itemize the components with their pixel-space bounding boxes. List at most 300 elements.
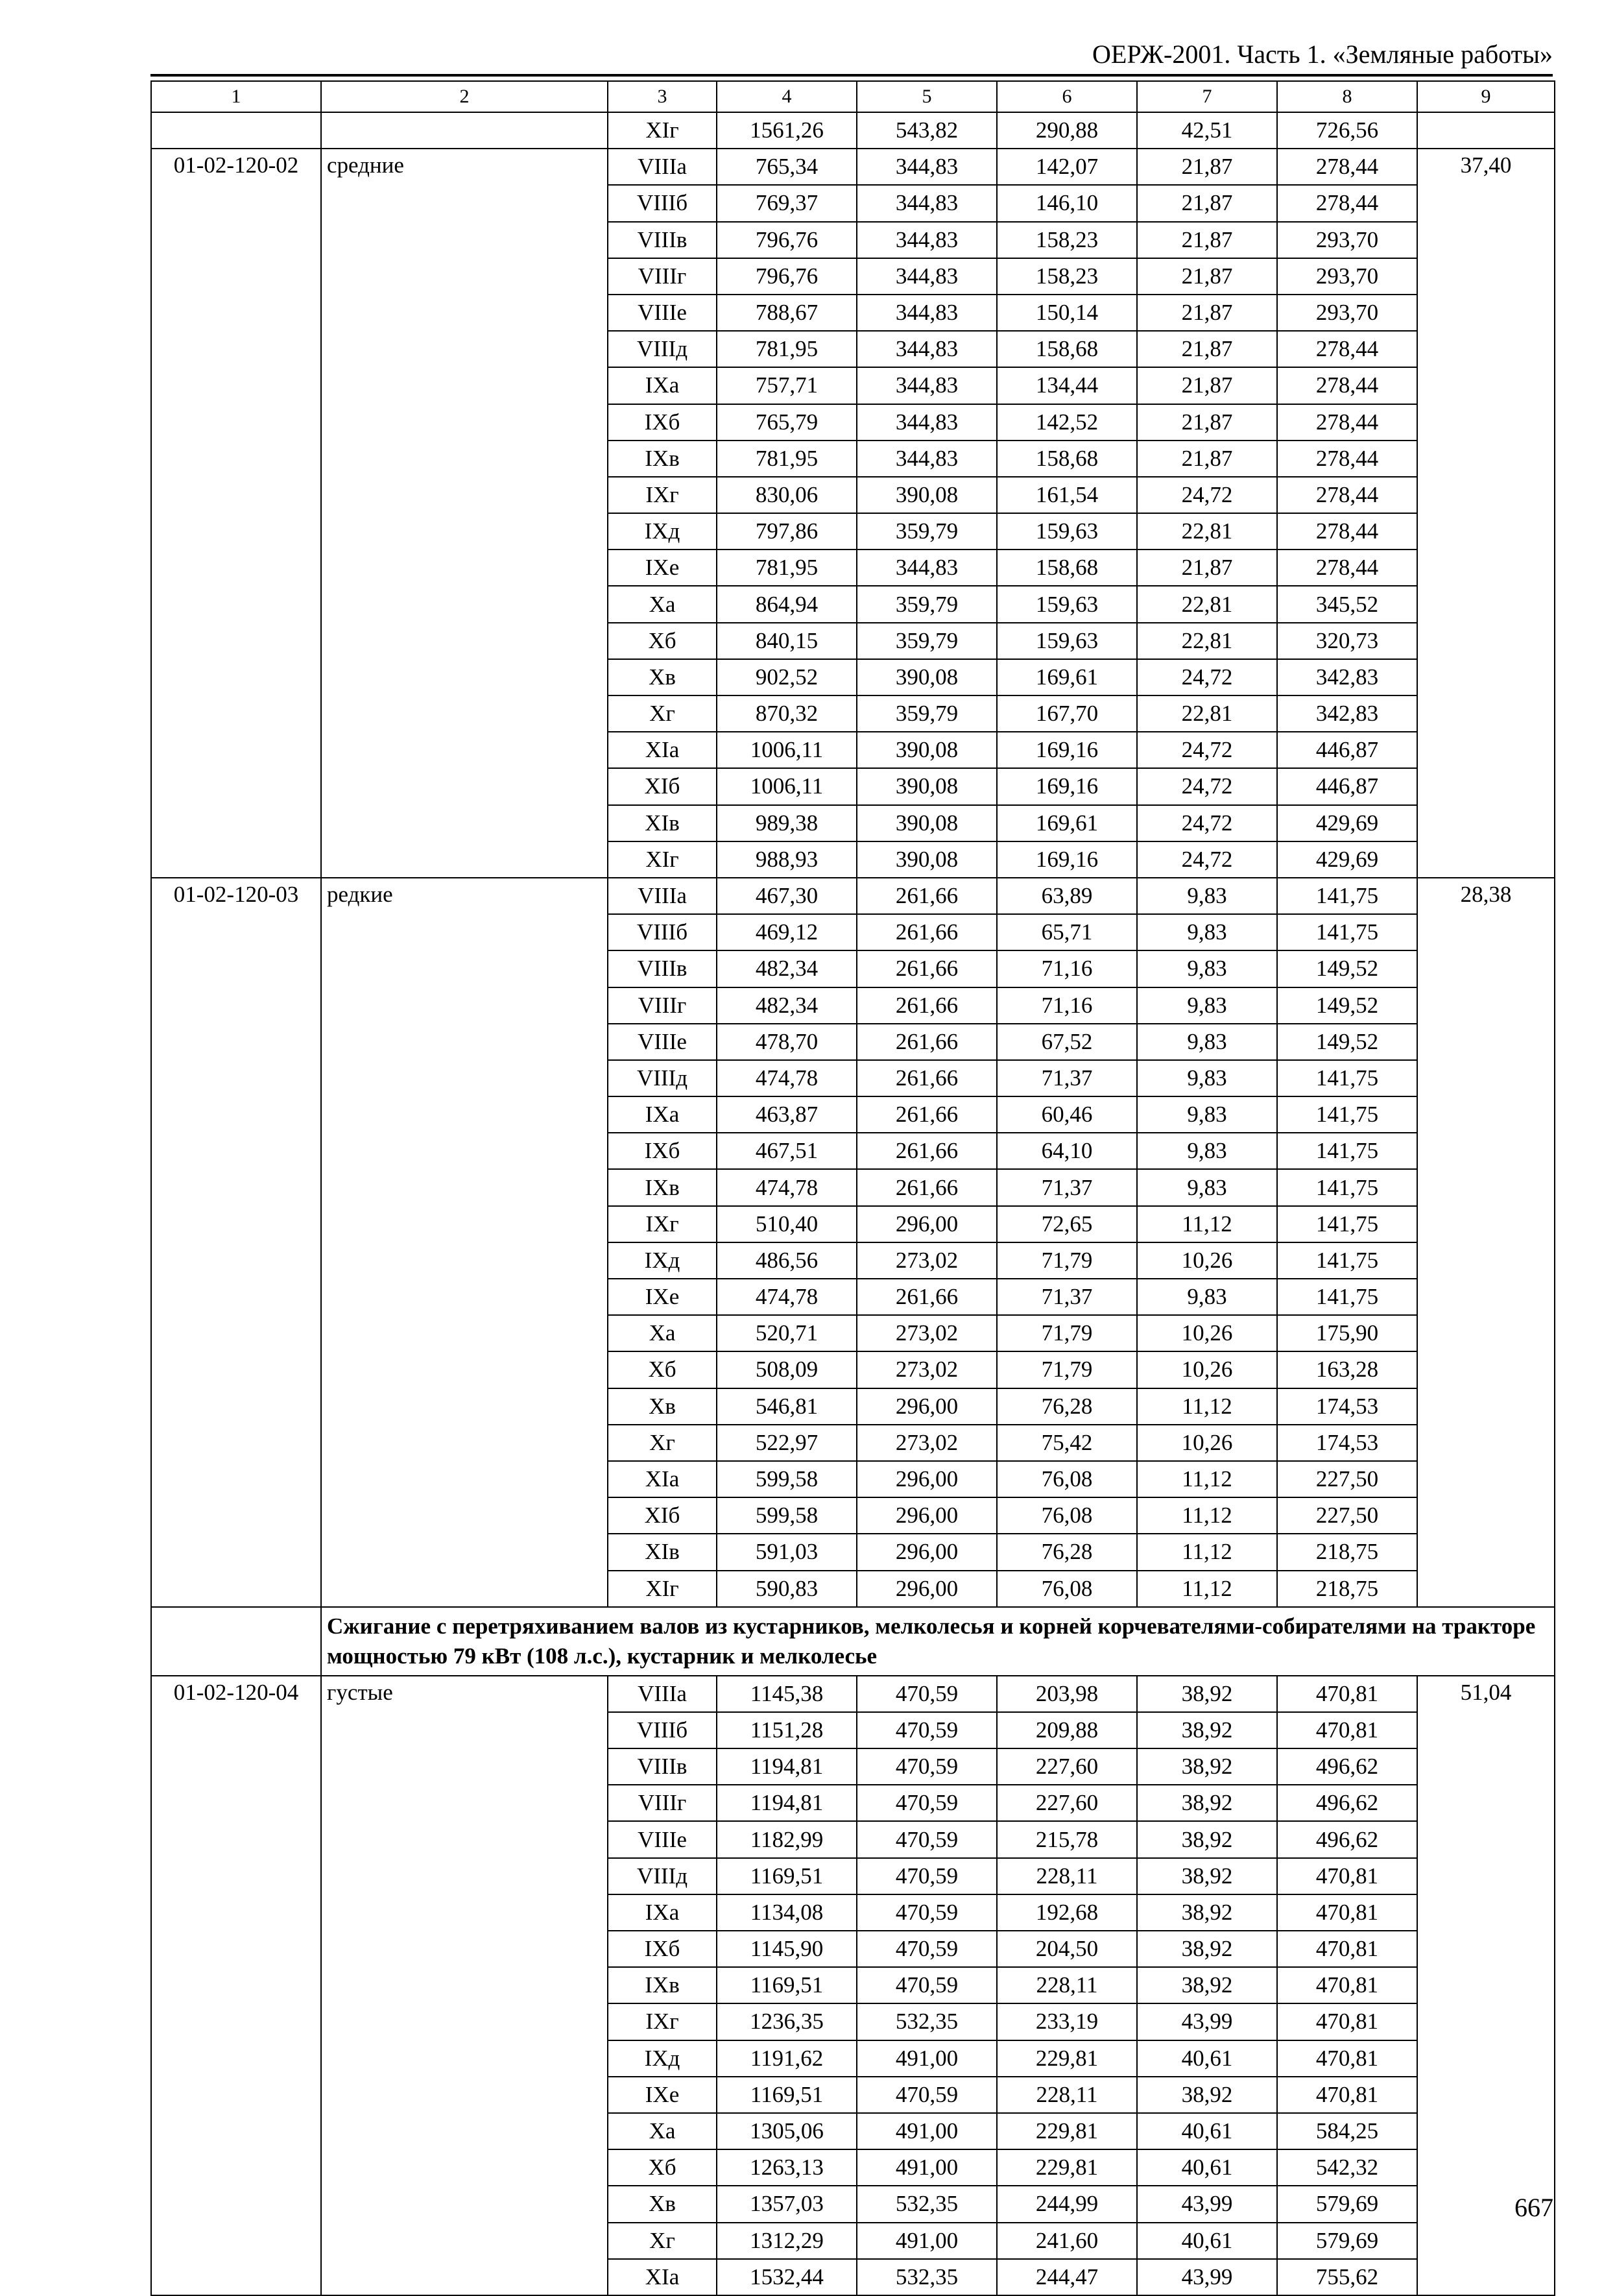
header-title: ОЕРЖ-2001. Часть 1. «Земляные работы» <box>1092 40 1553 69</box>
machinist-wages: 38,92 <box>1137 1676 1277 1712</box>
machinist-wages: 21,87 <box>1137 404 1277 441</box>
machinist-wages: 11,12 <box>1137 1497 1277 1534</box>
wages: 470,59 <box>857 1712 997 1748</box>
wages: 344,83 <box>857 550 997 586</box>
soil-group: XIв <box>608 1534 717 1570</box>
total-cost: 796,76 <box>717 222 857 258</box>
total-cost: 765,34 <box>717 149 857 185</box>
machinist-wages: 21,87 <box>1137 550 1277 586</box>
machine-cost: 65,71 <box>997 914 1137 950</box>
materials-cost: 149,52 <box>1277 950 1417 987</box>
machine-cost: 169,61 <box>997 659 1137 695</box>
wages: 532,35 <box>857 2003 997 2040</box>
soil-group: Xб <box>608 623 717 659</box>
machine-cost: 76,08 <box>997 1497 1137 1534</box>
soil-group: IXб <box>608 1931 717 1967</box>
materials-cost: 141,75 <box>1277 1242 1417 1279</box>
column-number: 1 <box>151 81 321 112</box>
materials-cost: 446,87 <box>1277 732 1417 768</box>
machinist-wages: 9,83 <box>1137 1169 1277 1205</box>
machine-cost: 233,19 <box>997 2003 1137 2040</box>
machine-cost: 72,65 <box>997 1206 1137 1242</box>
wages: 273,02 <box>857 1425 997 1461</box>
machine-cost: 71,16 <box>997 950 1137 987</box>
section-title: Сжигание с перетряхиванием валов из кустарников, мелколесья и корней корчевателями-собирателями на тракторе мощностью 79 кВт (108 л.с.), кустарник и мелколесье <box>321 1607 1555 1676</box>
machinist-wages: 9,83 <box>1137 1024 1277 1060</box>
total-cost: 1169,51 <box>717 1858 857 1894</box>
total-cost: 546,81 <box>717 1388 857 1425</box>
wages: 470,59 <box>857 1967 997 2003</box>
soil-group: Xг <box>608 695 717 732</box>
machine-cost: 159,63 <box>997 586 1137 622</box>
machine-cost: 71,79 <box>997 1315 1137 1351</box>
soil-group: VIIIб <box>608 914 717 950</box>
soil-group: VIIIв <box>608 950 717 987</box>
density-name: густые <box>321 1676 608 2295</box>
materials-cost: 293,70 <box>1277 258 1417 295</box>
machine-cost: 134,44 <box>997 367 1137 404</box>
machine-cost: 158,23 <box>997 258 1137 295</box>
machine-cost: 159,63 <box>997 513 1137 550</box>
wages: 359,79 <box>857 586 997 622</box>
soil-group: IXв <box>608 1967 717 2003</box>
materials-cost: 149,52 <box>1277 987 1417 1024</box>
total-cost: 1305,06 <box>717 2113 857 2149</box>
materials-cost: 278,44 <box>1277 367 1417 404</box>
machine-cost: 215,78 <box>997 1821 1137 1857</box>
machine-cost: 71,37 <box>997 1279 1137 1315</box>
total-cost: 486,56 <box>717 1242 857 1279</box>
machine-cost: 76,28 <box>997 1388 1137 1425</box>
wages: 470,59 <box>857 1931 997 1967</box>
total-cost: 902,52 <box>717 659 857 695</box>
total-cost: 599,58 <box>717 1461 857 1497</box>
materials-cost: 141,75 <box>1277 1206 1417 1242</box>
machine-cost: 71,79 <box>997 1351 1137 1388</box>
materials-cost: 446,87 <box>1277 768 1417 804</box>
wages: 344,83 <box>857 149 997 185</box>
materials-cost: 278,44 <box>1277 513 1417 550</box>
wages: 470,59 <box>857 1821 997 1857</box>
soil-group: Xв <box>608 2186 717 2222</box>
materials-cost: 278,44 <box>1277 404 1417 441</box>
machinist-wages: 38,92 <box>1137 1821 1277 1857</box>
materials-cost: 278,44 <box>1277 185 1417 221</box>
total-cost: 508,09 <box>717 1351 857 1388</box>
total-cost: 469,12 <box>717 914 857 950</box>
wages: 344,83 <box>857 441 997 477</box>
machinist-wages: 24,72 <box>1137 768 1277 804</box>
machinist-wages: 10,26 <box>1137 1425 1277 1461</box>
labor-cost: 51,04 <box>1417 1676 1555 2295</box>
wages: 470,59 <box>857 2077 997 2113</box>
materials-cost: 163,28 <box>1277 1351 1417 1388</box>
machine-cost: 158,23 <box>997 222 1137 258</box>
materials-cost: 278,44 <box>1277 550 1417 586</box>
materials-cost: 320,73 <box>1277 623 1417 659</box>
soil-group: Xа <box>608 2113 717 2149</box>
materials-cost: 174,53 <box>1277 1425 1417 1461</box>
machine-cost: 244,47 <box>997 2259 1137 2295</box>
total-cost: 797,86 <box>717 513 857 550</box>
wages: 359,79 <box>857 623 997 659</box>
machinist-wages: 11,12 <box>1137 1461 1277 1497</box>
soil-group: XIб <box>608 1497 717 1534</box>
machine-cost: 229,81 <box>997 2113 1137 2149</box>
wages: 491,00 <box>857 2149 997 2186</box>
total-cost: 1006,11 <box>717 732 857 768</box>
wages: 532,35 <box>857 2186 997 2222</box>
materials-cost: 470,81 <box>1277 1676 1417 1712</box>
soil-group: Xб <box>608 1351 717 1388</box>
materials-cost: 278,44 <box>1277 477 1417 513</box>
materials-cost: 141,75 <box>1277 914 1417 950</box>
soil-group: IXб <box>608 1133 717 1169</box>
total-cost: 520,71 <box>717 1315 857 1351</box>
wages: 261,66 <box>857 1060 997 1096</box>
labor-cost: 28,38 <box>1417 878 1555 1607</box>
header-rule <box>150 74 1553 77</box>
materials-cost: 141,75 <box>1277 1133 1417 1169</box>
wages: 532,35 <box>857 2259 997 2295</box>
total-cost: 870,32 <box>717 695 857 732</box>
machinist-wages: 9,83 <box>1137 950 1277 987</box>
density-name <box>321 112 608 149</box>
column-number-row <box>151 81 1555 112</box>
wages: 470,59 <box>857 1676 997 1712</box>
materials-cost: 496,62 <box>1277 1785 1417 1821</box>
machine-cost: 60,46 <box>997 1096 1137 1133</box>
machine-cost: 63,89 <box>997 878 1137 914</box>
column-number: 7 <box>1137 81 1277 112</box>
machine-cost: 71,16 <box>997 987 1137 1024</box>
wages: 296,00 <box>857 1571 997 1607</box>
soil-group: XIг <box>608 841 717 878</box>
wages: 273,02 <box>857 1242 997 1279</box>
materials-cost: 579,69 <box>1277 2223 1417 2259</box>
machinist-wages: 21,87 <box>1137 149 1277 185</box>
machinist-wages: 21,87 <box>1137 367 1277 404</box>
table-row <box>151 1676 1555 1712</box>
soil-group: XIв <box>608 805 717 841</box>
materials-cost: 175,90 <box>1277 1315 1417 1351</box>
density-name: редкие <box>321 878 608 1607</box>
machine-cost: 228,11 <box>997 2077 1137 2113</box>
soil-group: VIIIд <box>608 331 717 367</box>
total-cost: 474,78 <box>717 1060 857 1096</box>
machinist-wages: 24,72 <box>1137 732 1277 768</box>
machine-cost: 161,54 <box>997 477 1137 513</box>
total-cost: 1236,35 <box>717 2003 857 2040</box>
total-cost: 1151,28 <box>717 1712 857 1748</box>
wages: 491,00 <box>857 2223 997 2259</box>
materials-cost: 174,53 <box>1277 1388 1417 1425</box>
column-number: 8 <box>1277 81 1417 112</box>
rate-code <box>151 112 321 149</box>
soil-group: XIб <box>608 768 717 804</box>
materials-cost: 218,75 <box>1277 1571 1417 1607</box>
soil-group: IXб <box>608 404 717 441</box>
wages: 344,83 <box>857 367 997 404</box>
wages: 273,02 <box>857 1351 997 1388</box>
total-cost: 1145,90 <box>717 1931 857 1967</box>
wages: 261,66 <box>857 1133 997 1169</box>
rates-table <box>150 80 1555 2296</box>
wages: 543,82 <box>857 112 997 149</box>
wages: 296,00 <box>857 1388 997 1425</box>
wages: 261,66 <box>857 914 997 950</box>
materials-cost: 293,70 <box>1277 295 1417 331</box>
wages: 296,00 <box>857 1534 997 1570</box>
machinist-wages: 9,83 <box>1137 1096 1277 1133</box>
machinist-wages: 22,81 <box>1137 513 1277 550</box>
soil-group: IXа <box>608 1894 717 1931</box>
total-cost: 830,06 <box>717 477 857 513</box>
table-row <box>151 878 1555 914</box>
total-cost: 1145,38 <box>717 1676 857 1712</box>
wages: 359,79 <box>857 513 997 550</box>
soil-group: VIIIв <box>608 222 717 258</box>
materials-cost: 584,25 <box>1277 2113 1417 2149</box>
machine-cost: 192,68 <box>997 1894 1137 1931</box>
soil-group: VIIIб <box>608 1712 717 1748</box>
materials-cost: 470,81 <box>1277 1858 1417 1894</box>
total-cost: 510,40 <box>717 1206 857 1242</box>
machine-cost: 227,60 <box>997 1785 1137 1821</box>
machinist-wages: 21,87 <box>1137 441 1277 477</box>
total-cost: 1134,08 <box>717 1894 857 1931</box>
wages: 390,08 <box>857 768 997 804</box>
machine-cost: 228,11 <box>997 1858 1137 1894</box>
wages: 296,00 <box>857 1461 997 1497</box>
soil-group: VIIIд <box>608 1858 717 1894</box>
wages: 344,83 <box>857 222 997 258</box>
machinist-wages: 21,87 <box>1137 331 1277 367</box>
soil-group: VIIIг <box>608 1785 717 1821</box>
total-cost: 474,78 <box>717 1279 857 1315</box>
total-cost: 482,34 <box>717 950 857 987</box>
machine-cost: 146,10 <box>997 185 1137 221</box>
materials-cost: 542,32 <box>1277 2149 1417 2186</box>
machine-cost: 158,68 <box>997 331 1137 367</box>
soil-group: IXа <box>608 1096 717 1133</box>
soil-group: Xа <box>608 1315 717 1351</box>
materials-cost: 470,81 <box>1277 1712 1417 1748</box>
soil-group: VIIIг <box>608 258 717 295</box>
machinist-wages: 22,81 <box>1137 695 1277 732</box>
materials-cost: 579,69 <box>1277 2186 1417 2222</box>
soil-group: VIIIв <box>608 1748 717 1785</box>
soil-group: VIIIе <box>608 1821 717 1857</box>
machinist-wages: 38,92 <box>1137 1858 1277 1894</box>
machine-cost: 229,81 <box>997 2149 1137 2186</box>
machinist-wages: 11,12 <box>1137 1534 1277 1570</box>
materials-cost: 141,75 <box>1277 1279 1417 1315</box>
machinist-wages: 22,81 <box>1137 586 1277 622</box>
wages: 344,83 <box>857 185 997 221</box>
machine-cost: 142,52 <box>997 404 1137 441</box>
total-cost: 989,38 <box>717 805 857 841</box>
machinist-wages: 9,83 <box>1137 1279 1277 1315</box>
machinist-wages: 11,12 <box>1137 1388 1277 1425</box>
wages: 261,66 <box>857 878 997 914</box>
soil-group: IXд <box>608 1242 717 1279</box>
wages: 344,83 <box>857 404 997 441</box>
machinist-wages: 9,83 <box>1137 878 1277 914</box>
total-cost: 781,95 <box>717 441 857 477</box>
machinist-wages: 9,83 <box>1137 1133 1277 1169</box>
soil-group: VIIIе <box>608 295 717 331</box>
machine-cost: 203,98 <box>997 1676 1137 1712</box>
machinist-wages: 21,87 <box>1137 258 1277 295</box>
total-cost: 591,03 <box>717 1534 857 1570</box>
wages: 344,83 <box>857 258 997 295</box>
total-cost: 769,37 <box>717 185 857 221</box>
materials-cost: 429,69 <box>1277 841 1417 878</box>
soil-group: IXв <box>608 441 717 477</box>
soil-group: Xг <box>608 2223 717 2259</box>
total-cost: 1169,51 <box>717 2077 857 2113</box>
total-cost: 1191,62 <box>717 2040 857 2077</box>
total-cost: 1561,26 <box>717 112 857 149</box>
wages: 261,66 <box>857 950 997 987</box>
total-cost: 1169,51 <box>717 1967 857 2003</box>
wages: 390,08 <box>857 477 997 513</box>
machinist-wages: 38,92 <box>1137 1967 1277 2003</box>
page-header <box>150 38 1553 71</box>
total-cost: 781,95 <box>717 331 857 367</box>
soil-group: IXе <box>608 1279 717 1315</box>
soil-group: IXа <box>608 367 717 404</box>
wages: 261,66 <box>857 1024 997 1060</box>
wages: 261,66 <box>857 1169 997 1205</box>
total-cost: 796,76 <box>717 258 857 295</box>
soil-group: XIа <box>608 1461 717 1497</box>
machine-cost: 76,28 <box>997 1534 1137 1570</box>
column-number: 9 <box>1417 81 1555 112</box>
machinist-wages: 40,61 <box>1137 2149 1277 2186</box>
soil-group: Xв <box>608 659 717 695</box>
machine-cost: 76,08 <box>997 1461 1137 1497</box>
machine-cost: 228,11 <box>997 1967 1137 2003</box>
total-cost: 1532,44 <box>717 2259 857 2295</box>
machine-cost: 229,81 <box>997 2040 1137 2077</box>
machinist-wages: 21,87 <box>1137 222 1277 258</box>
soil-group: VIIIг <box>608 987 717 1024</box>
total-cost: 1194,81 <box>717 1785 857 1821</box>
total-cost: 765,79 <box>717 404 857 441</box>
soil-group: XIа <box>608 2259 717 2295</box>
machine-cost: 71,79 <box>997 1242 1137 1279</box>
machine-cost: 159,63 <box>997 623 1137 659</box>
soil-group: XIа <box>608 732 717 768</box>
rate-code: 01-02-120-02 <box>151 149 321 878</box>
wages: 390,08 <box>857 659 997 695</box>
machinist-wages: 11,12 <box>1137 1571 1277 1607</box>
wages: 344,83 <box>857 295 997 331</box>
labor-cost: 37,40 <box>1417 149 1555 878</box>
soil-group: IXв <box>608 1169 717 1205</box>
density-name: средние <box>321 149 608 878</box>
soil-group: VIIIб <box>608 185 717 221</box>
materials-cost: 218,75 <box>1277 1534 1417 1570</box>
materials-cost: 470,81 <box>1277 1967 1417 2003</box>
wages: 390,08 <box>857 805 997 841</box>
materials-cost: 141,75 <box>1277 1169 1417 1205</box>
wages: 470,59 <box>857 1785 997 1821</box>
machine-cost: 64,10 <box>997 1133 1137 1169</box>
soil-group: VIIIе <box>608 1024 717 1060</box>
machine-cost: 169,61 <box>997 805 1137 841</box>
total-cost: 988,93 <box>717 841 857 878</box>
machine-cost: 209,88 <box>997 1712 1137 1748</box>
machinist-wages: 11,12 <box>1137 1206 1277 1242</box>
total-cost: 467,51 <box>717 1133 857 1169</box>
materials-cost: 755,62 <box>1277 2259 1417 2295</box>
total-cost: 1312,29 <box>717 2223 857 2259</box>
column-number: 6 <box>997 81 1137 112</box>
total-cost: 1263,13 <box>717 2149 857 2186</box>
total-cost: 840,15 <box>717 623 857 659</box>
machinist-wages: 43,99 <box>1137 2003 1277 2040</box>
machinist-wages: 38,92 <box>1137 2077 1277 2113</box>
soil-group: Xв <box>608 1388 717 1425</box>
materials-cost: 278,44 <box>1277 149 1417 185</box>
wages: 344,83 <box>857 331 997 367</box>
total-cost: 864,94 <box>717 586 857 622</box>
wages: 296,00 <box>857 1206 997 1242</box>
materials-cost: 470,81 <box>1277 1931 1417 1967</box>
machinist-wages: 21,87 <box>1137 185 1277 221</box>
soil-group: Xб <box>608 2149 717 2186</box>
machinist-wages: 10,26 <box>1137 1351 1277 1388</box>
column-number: 4 <box>717 81 857 112</box>
machinist-wages: 43,99 <box>1137 2259 1277 2295</box>
wages: 491,00 <box>857 2113 997 2149</box>
wages: 261,66 <box>857 1279 997 1315</box>
total-cost: 1357,03 <box>717 2186 857 2222</box>
wages: 296,00 <box>857 1497 997 1534</box>
machinist-wages: 24,72 <box>1137 841 1277 878</box>
machine-cost: 75,42 <box>997 1425 1137 1461</box>
soil-group: IXг <box>608 2003 717 2040</box>
soil-group: Xг <box>608 1425 717 1461</box>
wages: 261,66 <box>857 1096 997 1133</box>
total-cost: 599,58 <box>717 1497 857 1534</box>
total-cost: 781,95 <box>717 550 857 586</box>
materials-cost: 141,75 <box>1277 878 1417 914</box>
soil-group: Xа <box>608 586 717 622</box>
total-cost: 788,67 <box>717 295 857 331</box>
materials-cost: 496,62 <box>1277 1748 1417 1785</box>
materials-cost: 278,44 <box>1277 331 1417 367</box>
rates-table-body <box>151 81 1555 2295</box>
soil-group: XIг <box>608 1571 717 1607</box>
machine-cost: 204,50 <box>997 1931 1137 1967</box>
materials-cost: 470,81 <box>1277 2077 1417 2113</box>
materials-cost: 342,83 <box>1277 659 1417 695</box>
soil-group: IXе <box>608 550 717 586</box>
total-cost: 478,70 <box>717 1024 857 1060</box>
column-number: 5 <box>857 81 997 112</box>
machine-cost: 71,37 <box>997 1169 1137 1205</box>
machine-cost: 169,16 <box>997 768 1137 804</box>
machine-cost: 67,52 <box>997 1024 1137 1060</box>
labor-cost <box>1417 112 1555 149</box>
soil-group: VIIIа <box>608 1676 717 1712</box>
wages: 273,02 <box>857 1315 997 1351</box>
total-cost: 482,34 <box>717 987 857 1024</box>
